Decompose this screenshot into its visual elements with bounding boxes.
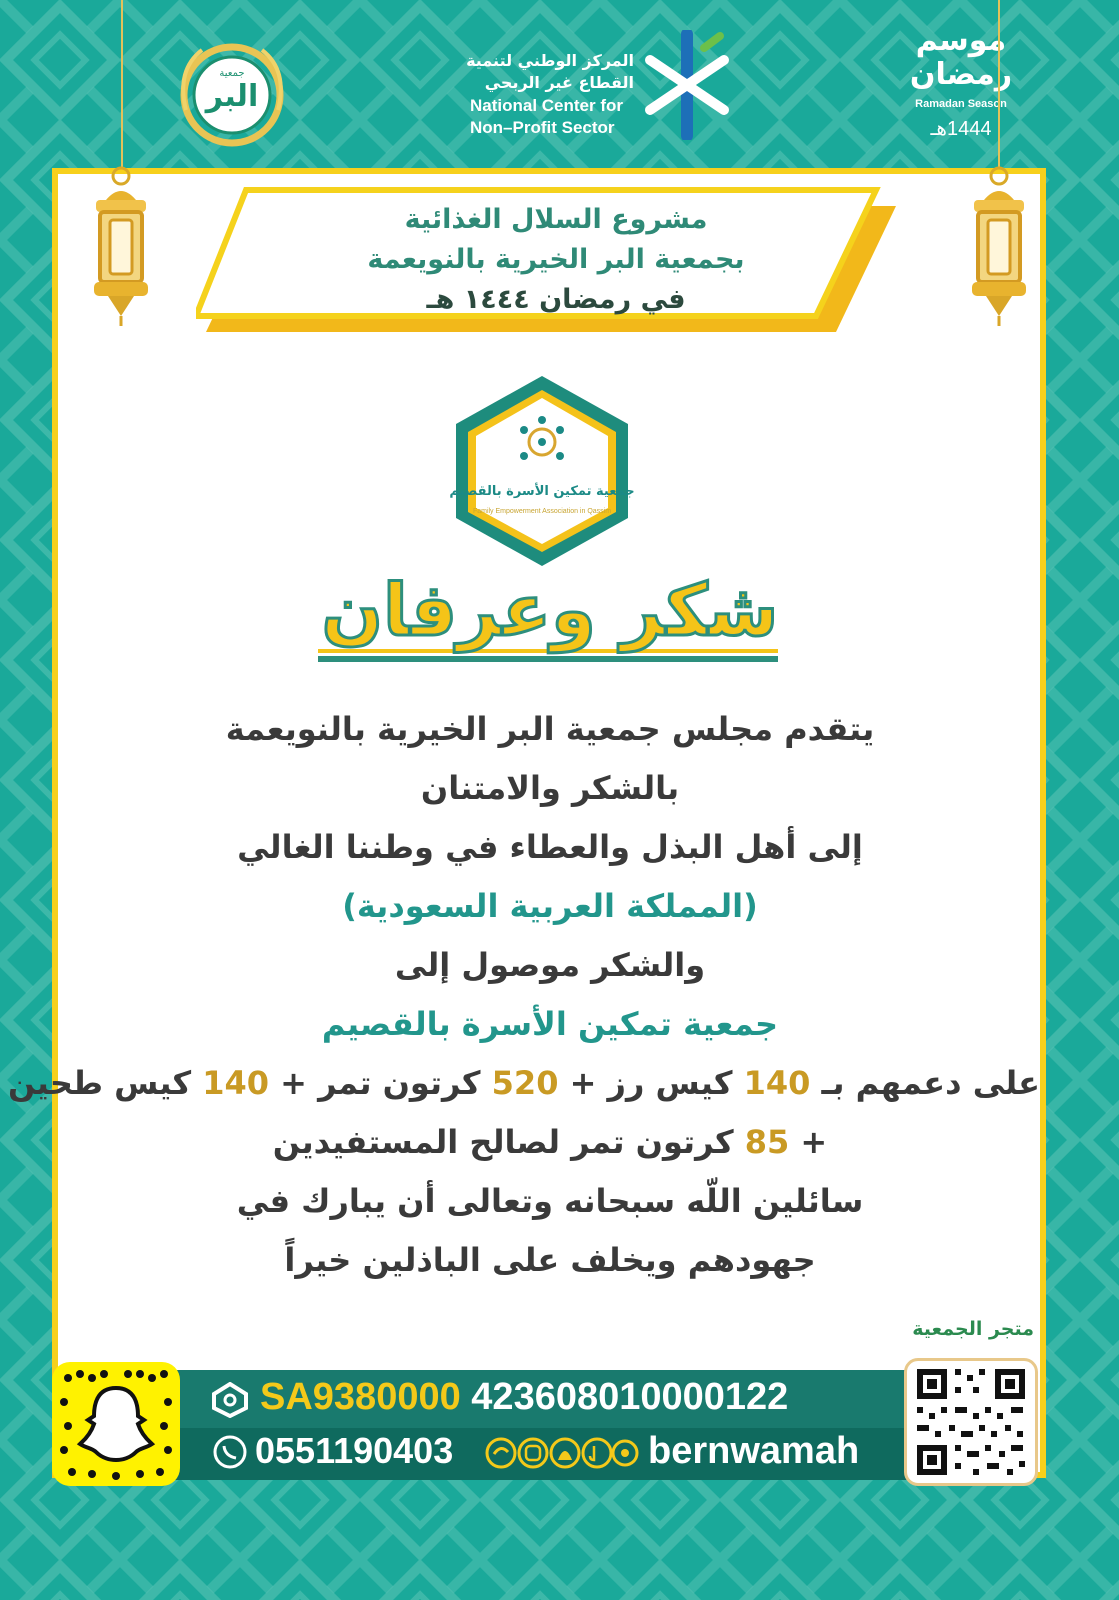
banner-line1: مشروع السلال الغذائية (404, 204, 708, 235)
ramadan-season-ar: موسم رمضان (909, 23, 1013, 92)
flour-count: 140 (202, 1064, 269, 1102)
ramadan-year: 1444هـ (930, 118, 992, 140)
snapchat-code[interactable] (52, 1362, 180, 1486)
message-line9: سائلين اللّه سبحانه وتعالى أن يبارك في (236, 1182, 864, 1220)
flour-label: كيس طحين (7, 1064, 192, 1102)
svg-text:البر: البر (205, 79, 259, 114)
message-line8 (60, 1113, 1040, 1172)
banner-line3: في رمضان ١٤٤٤ هـ (426, 284, 686, 315)
message-line5: والشكر موصول إلى (394, 946, 706, 984)
banner-line2: بجمعية البر الخيرية بالنويعمة (367, 244, 745, 275)
social-icons (484, 1436, 640, 1470)
iban-prefix: SA9380000 (260, 1376, 461, 1418)
extra-dates-label: كرتون تمر لصالح المستفيدين (272, 1123, 734, 1161)
partner-logo (444, 372, 640, 568)
message-line2: بالشكر والامتنان (420, 769, 680, 807)
partner-name-en: Family Empowerment Association in Qassim (472, 508, 612, 515)
dates-count: 520 (491, 1064, 559, 1102)
page-title: شكر وعرفان (321, 568, 779, 652)
ramadan-season-en: Ramadan Season (915, 98, 1007, 110)
social-handle[interactable]: bernwamah (648, 1430, 860, 1472)
store-qr-code[interactable] (904, 1358, 1038, 1486)
ncnp-en-line2: Non–Profit Sector (470, 118, 615, 137)
header (0, 0, 1119, 165)
message-line10: جهودهم ويخلف على الباذلين خيراً (284, 1241, 816, 1279)
plus-sign: + (800, 1123, 828, 1161)
support-intro: على دعمهم بـ (821, 1064, 1040, 1102)
hanging-strings (0, 0, 1119, 170)
message-line4: (المملكة العربية السعودية) (342, 887, 758, 925)
ncnp-ar-line2: القطاع غير الربحي (484, 73, 634, 92)
ncnp-en-line1: National Center for (470, 96, 624, 115)
rice-count: 140 (743, 1064, 811, 1102)
message-line3: إلى أهل البذل والعطاء في وطننا الغالي (237, 828, 863, 866)
dates-label: كرتون تمر + (280, 1064, 481, 1102)
whatsapp-icon (212, 1434, 248, 1470)
message-line1: يتقدم مجلس جمعية البر الخيرية بالنويعمة (225, 710, 875, 748)
iban-rest: 423608010000122 (471, 1376, 789, 1418)
message-line6: جمعية تمكين الأسرة بالقصيم (321, 1005, 779, 1043)
phone-number[interactable]: 0551190403 (255, 1430, 454, 1471)
bank-icon (210, 1382, 250, 1418)
partner-name-ar: جمعية تمكين الأسرة بالقصيم (449, 484, 635, 499)
ncnp-ar-line1: المركز الوطني لتنمية (466, 51, 634, 70)
svg-text:جمعية: جمعية (219, 68, 245, 79)
contact-bar (150, 1370, 910, 1480)
lantern-right-icon (964, 160, 1034, 480)
iban-number[interactable] (260, 1376, 788, 1419)
message-line7 (7, 1054, 1040, 1113)
thanks-message (7, 700, 1040, 1290)
lantern-left-icon (86, 160, 156, 480)
store-label: متجر الجمعية (912, 1318, 1034, 1340)
project-banner (196, 186, 896, 332)
rice-label: كيس رز + (569, 1064, 733, 1102)
extra-dates-count: 85 (744, 1123, 790, 1161)
